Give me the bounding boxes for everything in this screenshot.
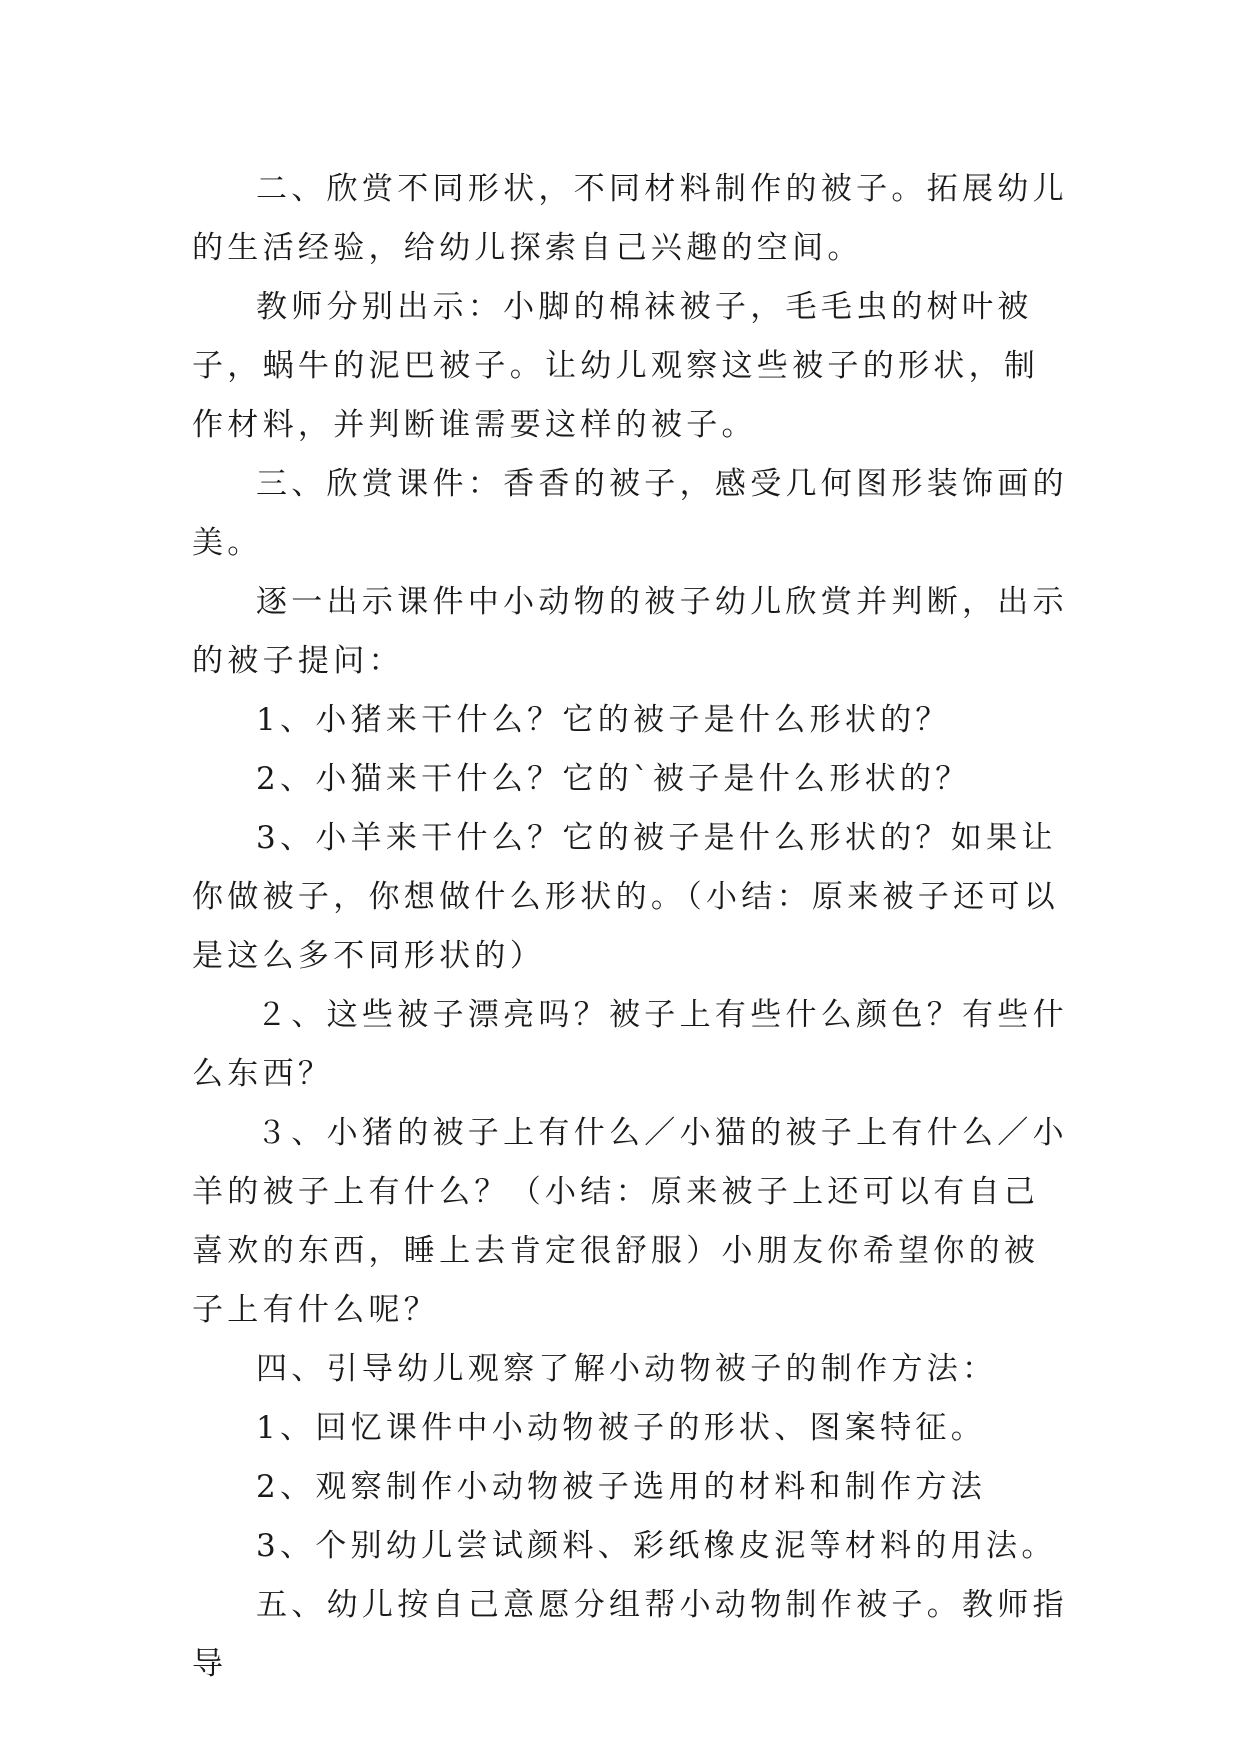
paragraph-teacher-shows: 教师分别出示：小脚的棉袜被子，毛毛虫的树叶被子，蜗牛的泥巴被子。让幼儿观察这些被子的形状，制作材料，并判断谁需要这样的被子。 xyxy=(192,289,1040,443)
paragraph-step-recall: 1、回忆课件中小动物被子的形状、图案特征。 xyxy=(256,1410,987,1446)
paragraph-section-two: 二、欣赏不同形状，不同材料制作的被子。拓展幼儿的生活经验，给幼儿探索自己兴趣的空间。 xyxy=(192,171,1068,266)
paragraph-step-observe: 2、观察制作小动物被子选用的材料和制作方法 xyxy=(256,1469,987,1505)
paragraph-step-try: 3、个别幼儿尝试颜料、彩纸橡皮泥等材料的用法。 xyxy=(256,1528,1057,1564)
paragraph-question-colors: ２、这些被子漂亮吗？被子上有些什么颜色？有些什么东西？ xyxy=(192,997,1068,1092)
paragraph-question-patterns: ３、小猪的被子上有什么／小猫的被子上有什么／小羊的被子上有什么？（小结：原来被子上还可以有自己喜欢的东西，睡上去肯定很舒服）小朋友你希望你的被子上有什么呢？ xyxy=(192,1115,1068,1328)
paragraph-section-three: 三、欣赏课件：香香的被子，感受几何图形装饰画的美。 xyxy=(192,466,1068,561)
paragraph-question-cat: 2、小猫来干什么？它的`被子是什么形状的？ xyxy=(256,761,971,797)
paragraph-section-four: 四、引导幼儿观察了解小动物被子的制作方法： xyxy=(256,1351,998,1387)
paragraph-question-pig: 1、小猪来干什么？它的被子是什么形状的？ xyxy=(256,702,951,738)
paragraph-section-five: 五、幼儿按自己意愿分组帮小动物制作被子。教师指导 xyxy=(192,1587,1068,1682)
paragraph-question-sheep: 3、小羊来干什么？它的被子是什么形状的？如果让你做被子，你想做什么形状的。（小结：原来被子还可以是这么多不同形状的） xyxy=(192,820,1059,974)
document-body xyxy=(192,160,1072,1694)
paragraph-show-courseware: 逐一出示课件中小动物的被子幼儿欣赏并判断，出示的被子提问： xyxy=(192,584,1068,679)
